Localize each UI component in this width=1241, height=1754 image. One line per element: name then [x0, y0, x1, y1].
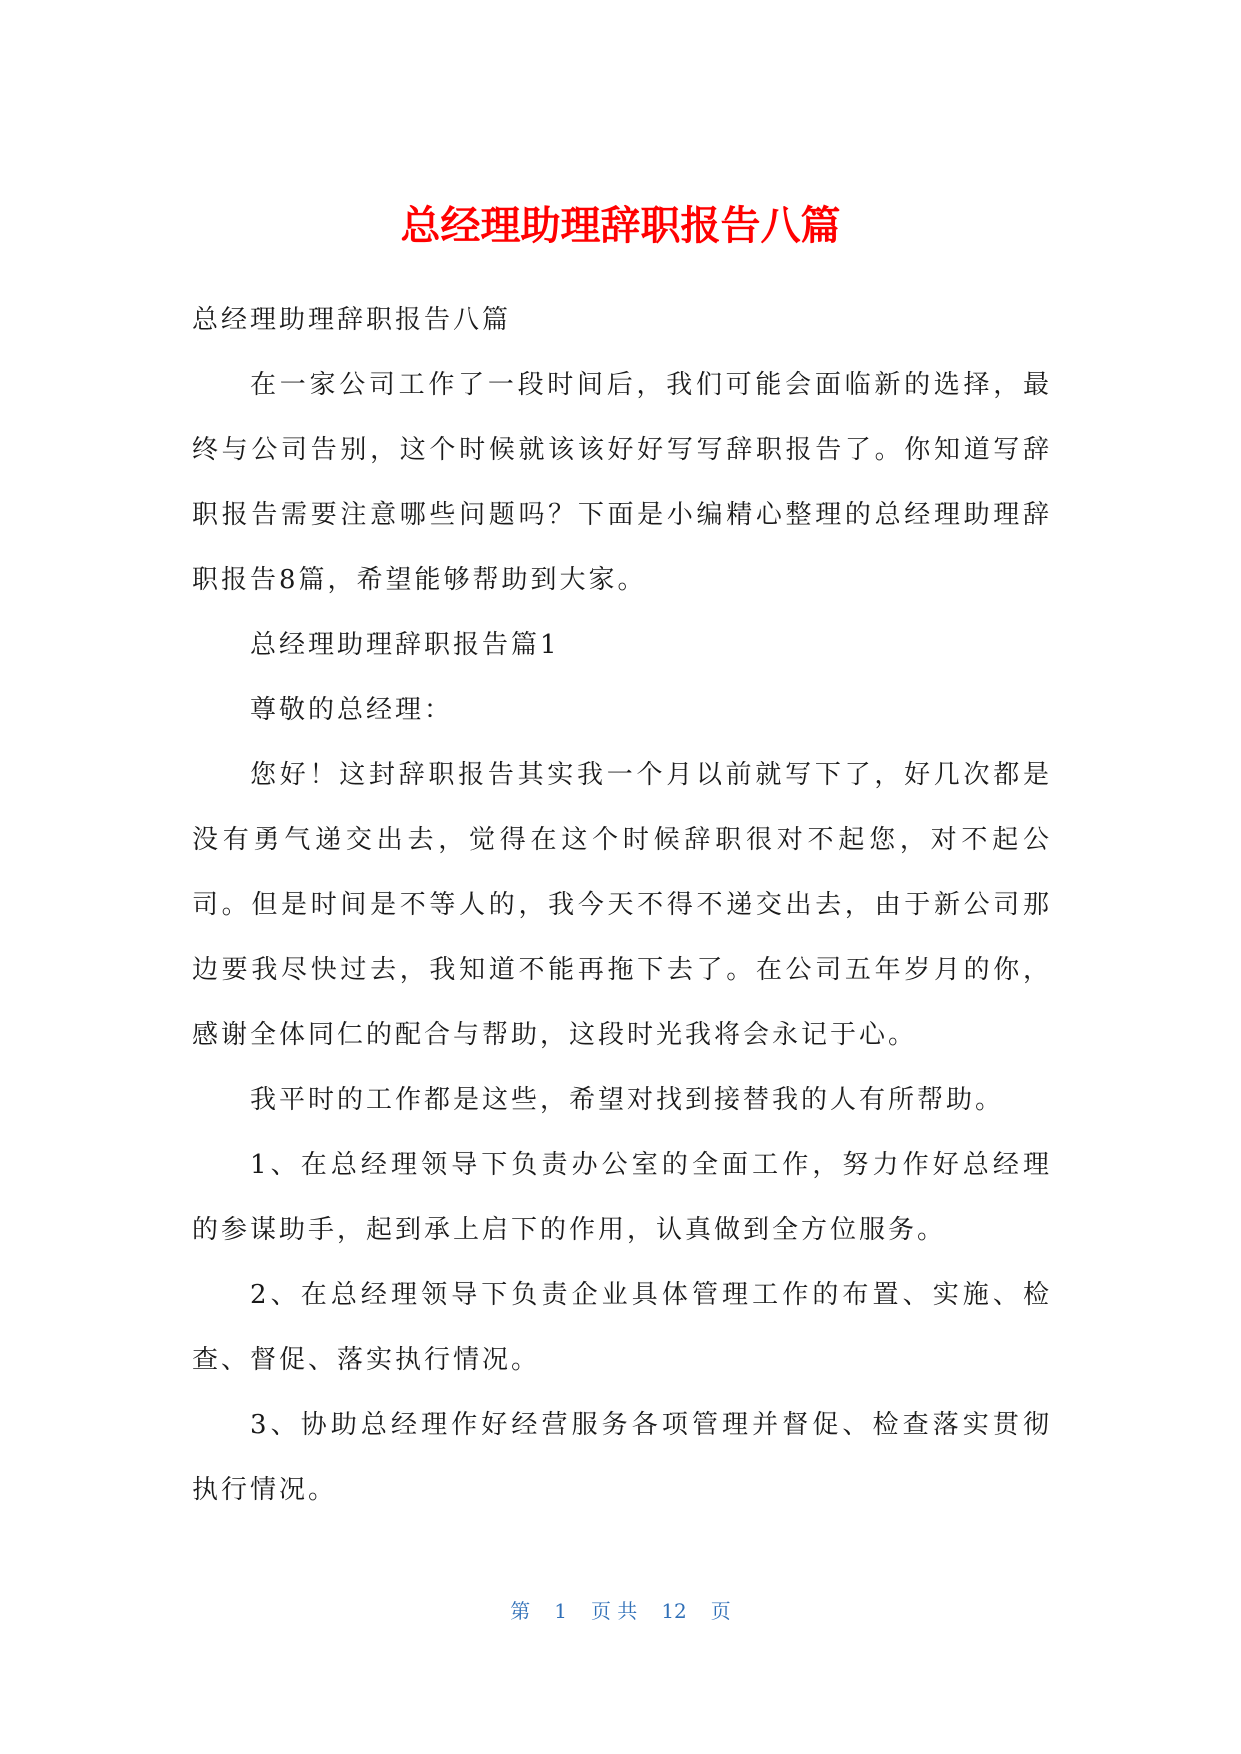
footer-current-page: 1: [554, 1599, 567, 1623]
paragraph: 3、协助总经理作好经营服务各项管理并督促、检查落实贯彻执行情况。: [192, 1410, 1052, 1505]
page-footer: [0, 1595, 1241, 1624]
paragraph: 尊敬的总经理：: [250, 695, 454, 725]
footer-page-label: 第: [510, 1599, 531, 1623]
paragraph: 总经理助理辞职报告篇1: [250, 630, 560, 660]
footer-total-pages: 12: [661, 1599, 687, 1623]
paragraph: 我平时的工作都是这些，希望对找到接替我的人有所帮助。: [250, 1085, 1005, 1115]
paragraph: 1、在总经理领导下负责办公室的全面工作，努力作好总经理的参谋助手，起到承上启下的作用，认真做到全方位服务。: [192, 1150, 1052, 1245]
paragraph: 您好！这封辞职报告其实我一个月以前就写下了，好几次都是没有勇气递交出去，觉得在这个时候辞职很对不起您，对不起公司。但是时间是不等人的，我今天不得不递交出去，由于新公司那边要我尽快过去，我知道不能再拖下去了。在公司五年岁月的你，感谢全体同仁的配合与帮助，这段时光我将会永记于心。: [192, 760, 1052, 1050]
paragraph: 在一家公司工作了一段时间后，我们可能会面临新的选择，最终与公司告别，这个时候就该该好好写写辞职报告了。你知道写辞职报告需要注意哪些问题吗？下面是小编精心整理的总经理助理辞职报告8篇，希望能够帮助到大家。: [192, 370, 1052, 595]
document-body: [192, 288, 1052, 1523]
footer-of-label: 页 共: [590, 1599, 638, 1623]
paragraph: 2、在总经理领导下负责企业具体管理工作的布置、实施、检查、督促、落实执行情况。: [192, 1280, 1052, 1375]
paragraph: 总经理助理辞职报告八篇: [192, 305, 512, 335]
document-title: 总经理助理辞职报告八篇: [400, 203, 841, 249]
footer-pages-label: 页: [710, 1599, 731, 1623]
